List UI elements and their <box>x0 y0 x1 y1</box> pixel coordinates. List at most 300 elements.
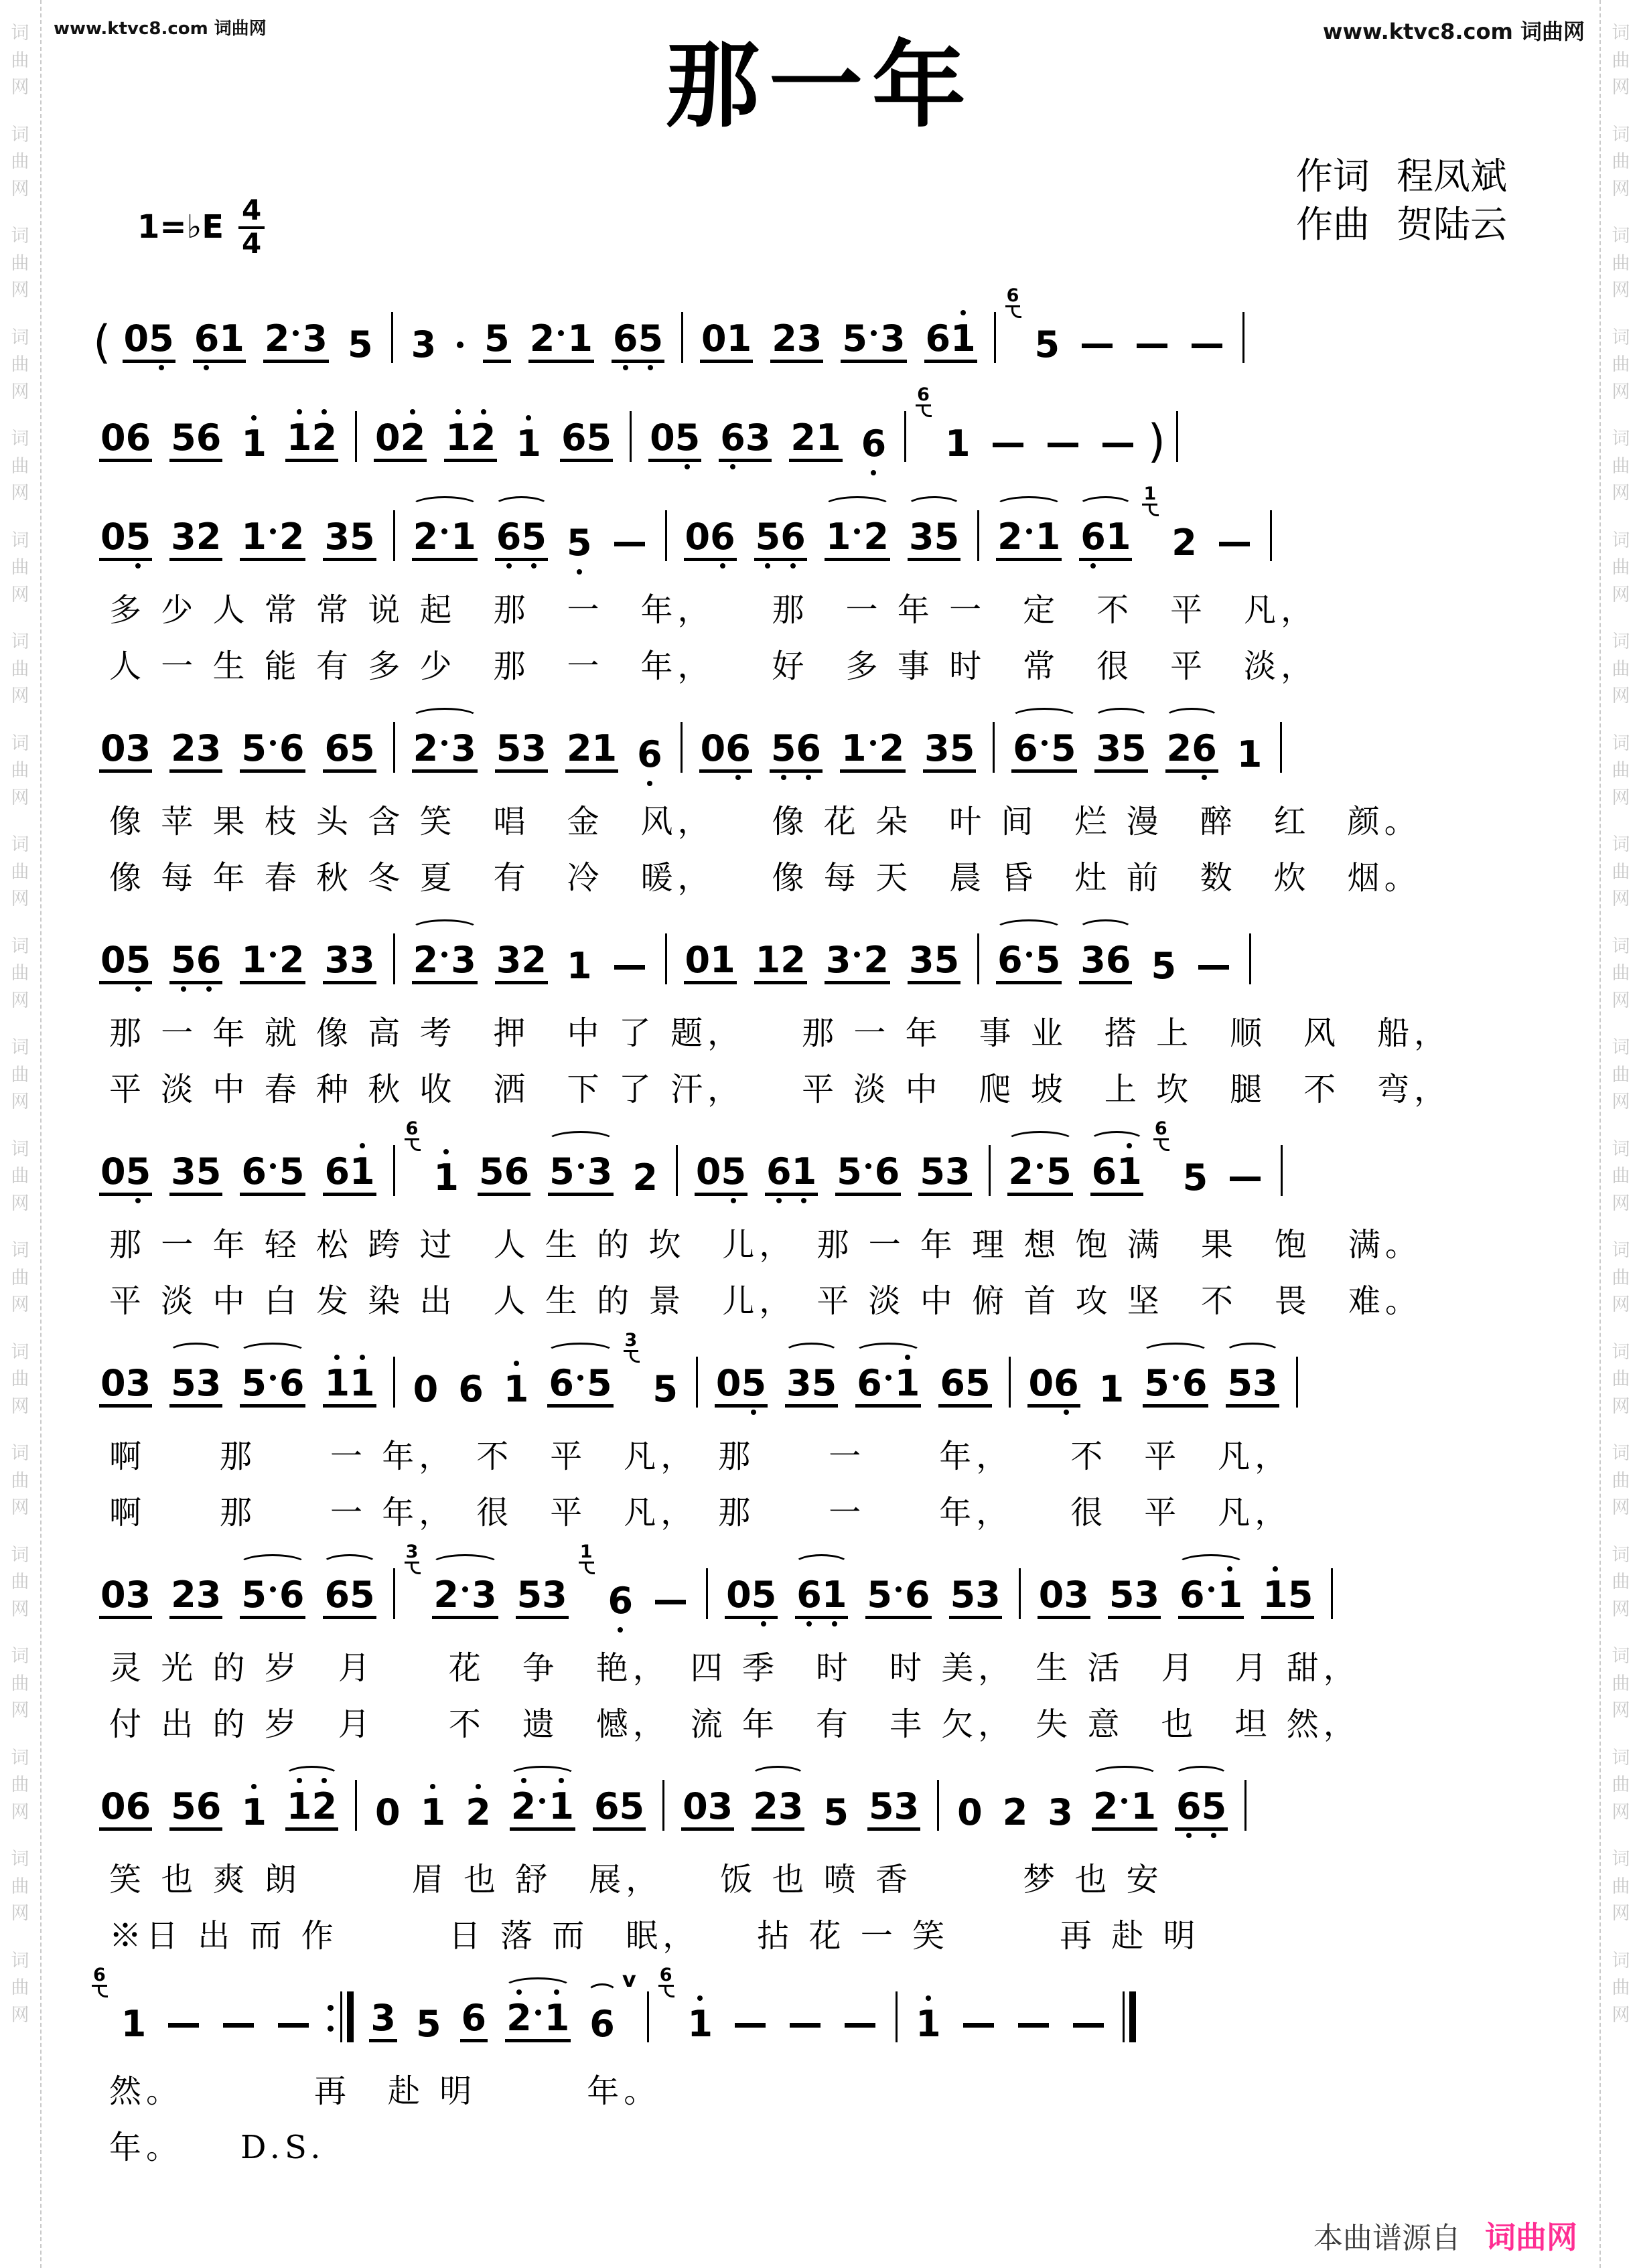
score-system <box>90 1966 1577 2172</box>
sidebar-watermark-text: 词 曲 网 <box>1612 1443 1630 1518</box>
sidebar-watermark-text: 词 曲 网 <box>1612 124 1630 200</box>
note-group: 6 <box>588 2006 616 2042</box>
note-group: 2 6 <box>1165 731 1218 773</box>
barline <box>989 1145 991 1196</box>
sidebar-watermark-text: 词 曲 网 <box>1612 1646 1630 1721</box>
grace-note: 6 <box>92 1966 107 1987</box>
lyric-line: 平 淡 中 春 种 秋 收 洒 下 了 汗， 平 淡 中 爬 坡 上 坎 腿 不 弯， <box>109 1070 1451 1108</box>
barline <box>1331 1568 1333 1619</box>
sidebar-watermark-text: 词 曲 网 <box>11 429 29 504</box>
composer-label: 作曲 <box>1295 202 1370 246</box>
note-group: 1 <box>419 1795 447 1831</box>
sidebar-watermark-text: 词 曲 网 <box>1612 23 1630 98</box>
note-group: 6 3 <box>719 420 772 462</box>
note-group: 0 6 <box>1027 1365 1080 1408</box>
barline <box>1281 1145 1283 1196</box>
grace-note: 6 <box>916 386 931 406</box>
note-group: 3 2 <box>825 942 890 984</box>
footer-source-text: 本曲谱源自 <box>1313 2221 1461 2255</box>
lyric-line: 那 一 年 轻 松 跨 过 人 生 的 坎 儿， 那 一 年 理 想 饱 满 果 饱 满。 <box>109 1225 1422 1264</box>
note-group: 2 <box>1002 1791 1028 1833</box>
lyric-line: 付 出 的 岁 月 不 遗 憾， 流 年 有 丰 欠， 失 意 也 坦 然， <box>109 1705 1360 1743</box>
note-group: 3 <box>369 2000 397 2042</box>
sidebar-watermark-text: 词 曲 网 <box>1612 530 1630 605</box>
note-group: 0 3 <box>1038 1577 1090 1619</box>
note-group: 2 <box>1171 522 1197 564</box>
right-watermark-rail <box>1599 0 1641 2268</box>
barline <box>1280 722 1282 773</box>
note-group: 5 3 <box>867 1789 920 1831</box>
barline <box>696 1357 698 1408</box>
grace-note: 3 <box>624 1331 639 1352</box>
note-group: 5 <box>652 1368 678 1410</box>
watermark-top-right: www.ktvc8.com 词曲网 <box>1322 19 1585 44</box>
sidebar-watermark-text: 词 曲 网 <box>11 1544 29 1620</box>
note-group: 5 6 <box>169 420 222 462</box>
barline <box>1270 510 1272 561</box>
note-group: 5 3 <box>841 321 906 363</box>
grace-note: 3 <box>405 1543 420 1564</box>
song-title: 那一年 <box>665 31 975 141</box>
slur-icon <box>995 496 1063 516</box>
watermark-top-left: www.ktvc8.com 词曲网 <box>54 19 267 39</box>
sidebar-watermark-text: 词 曲 网 <box>11 631 29 706</box>
note-group: 6 1 <box>765 1154 818 1196</box>
note-group: 0 5 <box>648 420 701 462</box>
barline <box>977 510 979 561</box>
final-barline <box>1123 1991 1136 2042</box>
note-group: 5 6 <box>240 1365 305 1408</box>
slur-icon <box>784 1343 839 1363</box>
slur-icon <box>823 496 891 516</box>
note-group: 5 3 <box>1226 1365 1279 1408</box>
note-group: 5 6 <box>770 731 823 773</box>
sidebar-watermark-text: 词 曲 网 <box>11 1849 29 1924</box>
note-group: 1 <box>502 1371 530 1408</box>
lyric-line: 啊 那 一 年， 不 平 凡， 那 一 年， 不 平 凡， <box>109 1437 1292 1475</box>
note-group: 3 2 <box>495 942 548 984</box>
slur-icon <box>1090 1766 1159 1786</box>
duration-dash <box>1048 443 1078 447</box>
note-group: 0 5 <box>99 519 152 561</box>
note-group: 2 <box>464 1795 492 1831</box>
note-group: 6 5 <box>612 321 664 363</box>
slur-icon <box>1078 919 1133 939</box>
slur-icon <box>547 1131 615 1151</box>
barline <box>665 510 667 561</box>
note-group: 5 <box>483 321 511 363</box>
barline <box>676 1145 678 1196</box>
lyricist-name: 程凤斌 <box>1396 155 1507 198</box>
key-signature: 1=♭E <box>137 208 224 246</box>
barline <box>355 411 357 462</box>
duration-dash <box>1073 2023 1104 2028</box>
note-group: 1 2 <box>444 420 497 462</box>
sidebar-watermark-text: 词 曲 网 <box>1612 1747 1630 1823</box>
duration-dash <box>223 2023 254 2028</box>
sidebar-watermark-text: 词 曲 网 <box>1612 834 1630 909</box>
slur-icon <box>1093 708 1149 728</box>
note-group: 1 5 <box>1261 1577 1314 1619</box>
sidebar-watermark-text: 词 曲 网 <box>11 124 29 200</box>
note-group: 5 <box>565 525 593 561</box>
sidebar-watermark-text: 词 曲 网 <box>11 226 29 301</box>
slur-icon <box>504 1977 572 1997</box>
score-system <box>90 485 1577 691</box>
note-group: 5 <box>823 1791 849 1833</box>
duration-dash <box>1018 2023 1049 2028</box>
slur-icon <box>168 1343 224 1363</box>
barline <box>630 411 632 462</box>
barline <box>896 1991 898 2042</box>
barline <box>391 312 393 363</box>
footer-brand: 词曲网 <box>1485 2219 1577 2255</box>
duration-dash <box>1230 1177 1261 1181</box>
key-time-signature <box>137 196 265 258</box>
music-line <box>90 908 1577 1002</box>
note-group: 5 <box>348 323 373 366</box>
barline <box>393 1568 395 1619</box>
barline <box>706 1568 708 1619</box>
note-group: 3 5 <box>923 731 976 773</box>
note-group: 5 <box>415 2003 441 2045</box>
score-system <box>90 1120 1577 1326</box>
note-group: 3 <box>411 323 437 366</box>
barline <box>393 510 395 561</box>
note-group: 2 3 <box>412 731 478 773</box>
slur-icon <box>494 496 549 516</box>
sidebar-watermark-text: 词 曲 网 <box>11 1240 29 1315</box>
note-group: 2 3 <box>169 731 222 773</box>
note-group: 5 <box>1034 323 1060 366</box>
barline <box>647 1991 649 2042</box>
composer-row <box>1296 201 1507 249</box>
slur-icon <box>546 1343 614 1363</box>
note-group: 2 3 <box>752 1789 804 1831</box>
note-group: 5 3 <box>548 1154 614 1196</box>
note-group: 6 5 <box>1011 731 1077 773</box>
duration-dash <box>963 2023 994 2028</box>
sidebar-watermark-text: 词 曲 网 <box>11 935 29 1011</box>
note-group: 2 5 <box>1007 1154 1073 1196</box>
note-group: 1 2 <box>285 1789 338 1831</box>
note-group: 1 <box>240 1795 268 1831</box>
sidebar-watermark-text: 词 曲 网 <box>1612 733 1630 808</box>
barline <box>993 722 995 773</box>
duration-dash <box>655 1600 686 1604</box>
note-group: 1 2 <box>240 942 305 984</box>
sidebar-watermark-text: 词 曲 网 <box>11 23 29 98</box>
note-group: 5 <box>1151 945 1177 987</box>
barline <box>1296 1357 1298 1408</box>
barline <box>662 1780 664 1831</box>
sidebar-watermark-text: 词 曲 网 <box>11 1747 29 1823</box>
lyric-line: 像 每 年 春 秋 冬 夏 有 冷 暖， 像 每 天 晨 昏 灶 前 数 炊 烟。 <box>109 858 1421 897</box>
score <box>0 268 1641 2172</box>
duration-dash <box>1192 344 1222 348</box>
note-group: 3 5 <box>323 519 376 561</box>
note-group: 6 5 <box>938 1365 991 1408</box>
slur-icon <box>1010 708 1078 728</box>
sidebar-watermark-text: 词 曲 网 <box>1612 1950 1630 2026</box>
duration-dash <box>993 443 1023 447</box>
note-group: 1 <box>121 2003 147 2045</box>
note-group: 0 2 <box>374 420 427 462</box>
note-group: 2 3 <box>770 321 823 363</box>
slur-icon <box>1141 1343 1210 1363</box>
sidebar-watermark-text: 词 曲 网 <box>11 1037 29 1112</box>
slur-icon <box>906 496 962 516</box>
note-group: 1 1 <box>323 1365 376 1408</box>
credits <box>1296 153 1507 248</box>
sidebar-watermark-text: 词 曲 网 <box>1612 935 1630 1011</box>
note-group: 6 5 <box>240 1154 305 1196</box>
note-group: 2 1 <box>528 321 594 363</box>
music-line <box>90 386 1577 479</box>
slur-icon <box>587 1983 618 2004</box>
score-system <box>90 1331 1577 1537</box>
slur-icon <box>1173 1766 1229 1786</box>
note-group: 0 3 <box>99 1577 152 1619</box>
sidebar-watermark-text: 词 曲 网 <box>1612 1341 1630 1417</box>
music-line <box>90 1331 1577 1425</box>
note-group: 0 1 <box>684 942 737 984</box>
note-group: 0 1 <box>700 321 753 363</box>
barline <box>393 722 395 773</box>
note-group: 1 <box>1236 733 1263 775</box>
note-group: 3 6 <box>1079 942 1132 984</box>
footer <box>1313 2213 1577 2257</box>
sidebar-watermark-text: 词 曲 网 <box>1612 631 1630 706</box>
slur-icon <box>238 1554 307 1574</box>
note-group: 2 1 <box>412 519 478 561</box>
sidebar-watermark-text: 词 曲 网 <box>11 327 29 402</box>
slur-icon <box>411 919 479 939</box>
note-group: 6 1 <box>795 1577 848 1619</box>
barline <box>994 312 996 363</box>
sidebar-watermark-text: 词 曲 网 <box>11 1443 29 1518</box>
note-group: 0 6 <box>99 1789 152 1831</box>
parenthesis: ) <box>1147 414 1166 468</box>
score-system <box>90 696 1577 903</box>
barline <box>977 933 979 984</box>
slur-icon <box>508 1766 577 1786</box>
note-group: 5 <box>1182 1156 1208 1199</box>
note-group: 3 5 <box>1094 731 1147 773</box>
note-group: 1 <box>432 1160 460 1196</box>
barline <box>665 933 667 984</box>
note-group: 0 6 <box>99 420 152 462</box>
note-group: 6 1 <box>855 1365 921 1408</box>
lyric-line: 笑 也 爽 朗 眉 也 舒 展， 饭 也 喷 香 梦 也 安 <box>109 1860 1163 1898</box>
lyric-line: 像 苹 果 枝 头 含 笑 唱 金 风， 像 花 朵 叶 间 烂 漫 醉 红 颜。 <box>109 802 1421 840</box>
grace-note: 1 <box>1142 485 1157 506</box>
music-line <box>90 485 1577 579</box>
note-group: 6 5 <box>495 519 548 561</box>
note-group: 0 3 <box>99 731 152 773</box>
barline <box>1244 1780 1246 1831</box>
music-line <box>90 1966 1577 2060</box>
note-group: 6 <box>607 1583 635 1619</box>
barline <box>1009 1357 1011 1408</box>
slur-icon <box>1164 708 1220 728</box>
note-group: 1 2 <box>825 519 890 561</box>
duration-dash <box>614 965 645 970</box>
grace-note: 6 <box>1005 287 1021 307</box>
sidebar-watermark-text: 词 曲 网 <box>11 1950 29 2026</box>
repeat-barline <box>328 1991 354 2042</box>
sidebar-watermark-text: 词 曲 网 <box>1612 1849 1630 1924</box>
lyric-line: 啊 那 一 年， 很 平 凡， 那 一 年， 很 平 凡， <box>109 1493 1292 1531</box>
slur-icon <box>411 708 479 728</box>
barline <box>904 411 906 462</box>
note-group: 0 5 <box>715 1365 768 1408</box>
slur-icon <box>750 1766 806 1786</box>
note-group: 6 <box>860 426 888 462</box>
slur-icon <box>411 496 479 516</box>
note-group: 0 <box>375 1791 401 1833</box>
note-group: 5 6 <box>835 1154 901 1196</box>
note-group: 3 2 <box>169 519 222 561</box>
note-group: 5 6 <box>478 1154 530 1196</box>
dot-icon <box>457 342 463 348</box>
duration-dash <box>1198 965 1229 970</box>
duration-dash <box>1082 344 1113 348</box>
breath-mark-icon: v <box>622 1967 636 1992</box>
note-group: 1 <box>1098 1368 1125 1410</box>
grace-note: 6 <box>658 1966 674 1987</box>
time-signature <box>238 196 265 258</box>
note-group: 2 1 <box>996 519 1062 561</box>
note-group: 3 5 <box>908 942 960 984</box>
note-group: 5 3 <box>169 1365 222 1408</box>
lyric-line: 然。 再 赴 明 年。 <box>109 2072 661 2110</box>
lyric-line: 年。 D.S. <box>109 2128 326 2166</box>
slur-icon <box>995 919 1063 939</box>
note-group: 3 5 <box>785 1365 838 1408</box>
music-line <box>90 696 1577 790</box>
duration-dash <box>790 2023 820 2028</box>
barline <box>393 1145 395 1196</box>
barline <box>1176 411 1178 462</box>
barline <box>1019 1568 1021 1619</box>
note-group: 5 6 <box>1143 1365 1208 1408</box>
note-group: 5 6 <box>865 1577 931 1619</box>
note-group: 2 3 <box>432 1577 498 1619</box>
music-line <box>90 1543 1577 1637</box>
barline <box>355 1780 357 1831</box>
slur-icon <box>854 1343 922 1363</box>
sidebar-watermark-text: 词 曲 网 <box>1612 1544 1630 1620</box>
note-group: 0 5 <box>123 321 175 363</box>
note-group: 0 <box>413 1368 439 1410</box>
note-group: 6 5 <box>593 1789 646 1831</box>
duration-dash <box>1137 344 1167 348</box>
sidebar-watermark-text: 词 曲 网 <box>11 530 29 605</box>
note-group: 6 5 <box>560 420 613 462</box>
note-group: 6 <box>636 737 664 773</box>
barline <box>937 1780 939 1831</box>
note-group: 6 5 <box>547 1365 613 1408</box>
header <box>0 0 1641 268</box>
note-group: 6 <box>458 1368 484 1410</box>
note-group: 1 <box>687 2006 715 2042</box>
sidebar-watermark-text: 词 曲 网 <box>1612 1138 1630 1214</box>
note-group: 5 6 <box>754 519 807 561</box>
music-line <box>90 1120 1577 1213</box>
note-group: 6 5 <box>996 942 1062 984</box>
sidebar-watermark-text: 词 曲 网 <box>1612 429 1630 504</box>
note-group: 1 2 <box>285 420 338 462</box>
sidebar-watermark-text: 词 曲 网 <box>1612 1037 1630 1112</box>
lyricist-row <box>1296 153 1507 201</box>
slur-icon <box>284 1766 340 1786</box>
note-group: 2 1 <box>1092 1789 1157 1831</box>
duration-dash <box>168 2023 199 2028</box>
duration-dash <box>1102 443 1133 447</box>
score-system <box>90 287 1577 380</box>
duration-dash <box>614 542 645 546</box>
note-group: 5 3 <box>918 1154 971 1196</box>
note-group: 5 6 <box>240 1577 305 1619</box>
note-group: 3 5 <box>169 1154 222 1196</box>
score-system <box>90 1754 1577 1961</box>
grace-note: 6 <box>1153 1120 1169 1140</box>
score-system <box>90 908 1577 1114</box>
note-group: 1 <box>944 423 971 465</box>
left-watermark-rail <box>0 0 42 2268</box>
slur-icon <box>1224 1343 1280 1363</box>
note-group: 6 1 <box>1079 519 1132 561</box>
lyric-line: 人 一 生 能 有 多 少 那 一 年， 好 多 事 时 常 很 平 淡， <box>109 647 1318 685</box>
note-group: 5 3 <box>949 1577 1002 1619</box>
music-line <box>90 287 1577 380</box>
note-group: 0 5 <box>99 1154 152 1196</box>
note-group: 0 <box>957 1791 983 1833</box>
lyric-line: 平 淡 中 白 发 染 出 人 生 的 景 儿， 平 淡 中 俯 首 攻 坚 不 畏 难。 <box>109 1282 1422 1320</box>
note-group: 5 6 <box>240 731 305 773</box>
note-group: 1 <box>914 2006 942 2042</box>
note-group: 1 <box>514 426 543 462</box>
note-group: 2 1 <box>505 2000 571 2042</box>
note-group: 5 3 <box>1108 1577 1161 1619</box>
note-group: 2 1 <box>565 731 618 773</box>
note-group: 2 <box>632 1156 658 1199</box>
note-group: 3 <box>1048 1791 1073 1833</box>
note-group: 2 3 <box>263 321 329 363</box>
slur-icon <box>1177 1554 1245 1574</box>
parenthesis: ( <box>93 315 111 369</box>
note-group: 1 <box>240 426 268 462</box>
barline <box>393 933 395 984</box>
note-group: 1 2 <box>840 731 906 773</box>
note-group: 2 1 <box>789 420 842 462</box>
duration-dash <box>1219 542 1250 546</box>
note-group: 5 6 <box>169 942 222 984</box>
slur-icon <box>1089 1131 1145 1151</box>
note-group: 6 5 <box>323 1577 376 1619</box>
note-group: 0 6 <box>684 519 737 561</box>
lyric-line: 灵 光 的 岁 月 花 争 艳， 四 季 时 时 美， 生 活 月 月 甜， <box>109 1649 1360 1687</box>
barline <box>681 312 683 363</box>
slur-icon <box>238 1343 307 1363</box>
score-system <box>90 1543 1577 1749</box>
composer-name: 贺陆云 <box>1396 202 1507 246</box>
sidebar-watermark-text: 词 曲 网 <box>11 1646 29 1721</box>
barline <box>393 1357 395 1408</box>
note-group: 3 3 <box>323 942 376 984</box>
sidebar-watermark-text: 词 曲 网 <box>11 834 29 909</box>
